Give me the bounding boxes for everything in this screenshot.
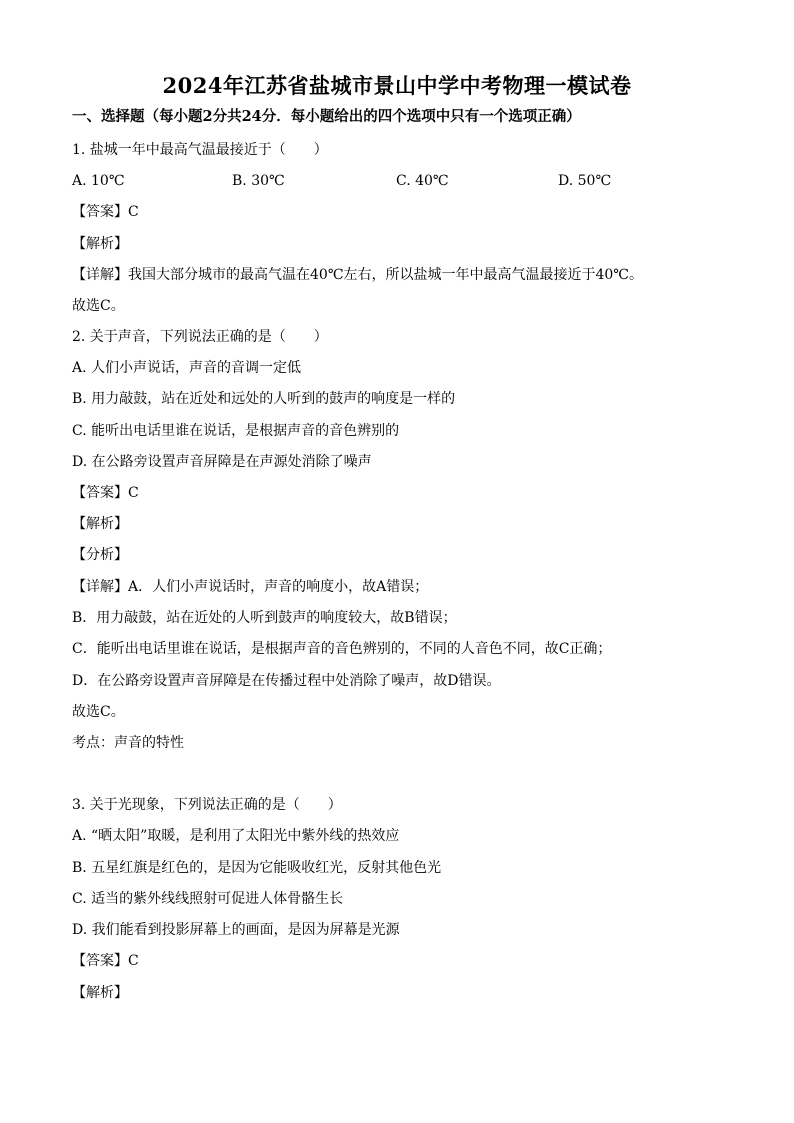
q2-fenxi-label: 【分析】 [72,547,128,563]
q3-option-d: D. 我们能看到投影屏幕上的画面，是因为屏幕是光源 [72,922,400,938]
q1-analysis-label: 【解析】 [72,236,128,252]
q2-kaodian: 考点：声音的特性 [72,735,184,751]
section-heading: 一、选择题（每小题2分共24分．每小题给出的四个选项中只有一个选项正确） [72,108,581,125]
q2-detail-b: B．用力敲鼓，站在近处的人听到鼓声的响度较大，故B错误； [72,610,457,626]
q1-option-c: C. 40℃ [396,173,449,189]
q2-detail-a: 【详解】A．人们小声说话时，声音的响度小，故A错误； [72,579,429,595]
q3-option-c: C. 适当的紫外线线照射可促进人体骨骼生长 [72,891,344,907]
question-1-stem: 1. 盐城一年中最高气温最接近于（ ） [72,142,328,158]
q3-analysis-label: 【解析】 [72,985,128,1001]
question-3-stem: 3. 关于光现象，下列说法正确的是（ ） [72,797,342,813]
q1-conclusion: 故选C。 [72,298,125,314]
q3-option-b: B. 五星红旗是红色的，是因为它能吸收红光，反射其他色光 [72,860,442,876]
q1-option-d: D. 50℃ [558,173,612,189]
q2-option-b: B. 用力敲鼓，站在近处和远处的人听到的鼓声的响度是一样的 [72,391,456,407]
q3-option-a: A. “晒太阳”取暖，是利用了太阳光中紫外线的热效应 [72,828,400,844]
q2-analysis-label: 【解析】 [72,516,128,532]
q3-answer: 【答案】C [72,953,139,969]
question-2-stem: 2. 关于声音，下列说法正确的是（ ） [72,329,328,345]
q2-detail-d: D．在公路旁设置声音屏障是在传播过程中处消除了噪声，故D错误。 [72,673,501,689]
page-title: 2024年江苏省盐城市景山中学中考物理一模试卷 [162,73,632,98]
q1-option-b: B. 30℃ [232,173,285,189]
q2-option-d: D. 在公路旁设置声音屏障是在声源处消除了噪声 [72,454,372,470]
q1-answer: 【答案】C [72,204,139,220]
q2-option-c: C. 能听出电话里谁在说话，是根据声音的音色辨别的 [72,423,400,439]
q1-detail: 【详解】我国大部分城市的最高气温在40℃左右，所以盐城一年中最高气温最接近于40℃。 [72,267,643,283]
q2-detail-c: C．能听出电话里谁在说话，是根据声音的音色辨别的，不同的人音色不同，故C正确； [72,641,612,657]
q2-answer: 【答案】C [72,485,139,501]
q2-option-a: A. 人们小声说话，声音的音调一定低 [72,360,302,376]
q1-option-a: A. 10℃ [72,173,125,189]
q2-conclusion: 故选C。 [72,704,125,720]
